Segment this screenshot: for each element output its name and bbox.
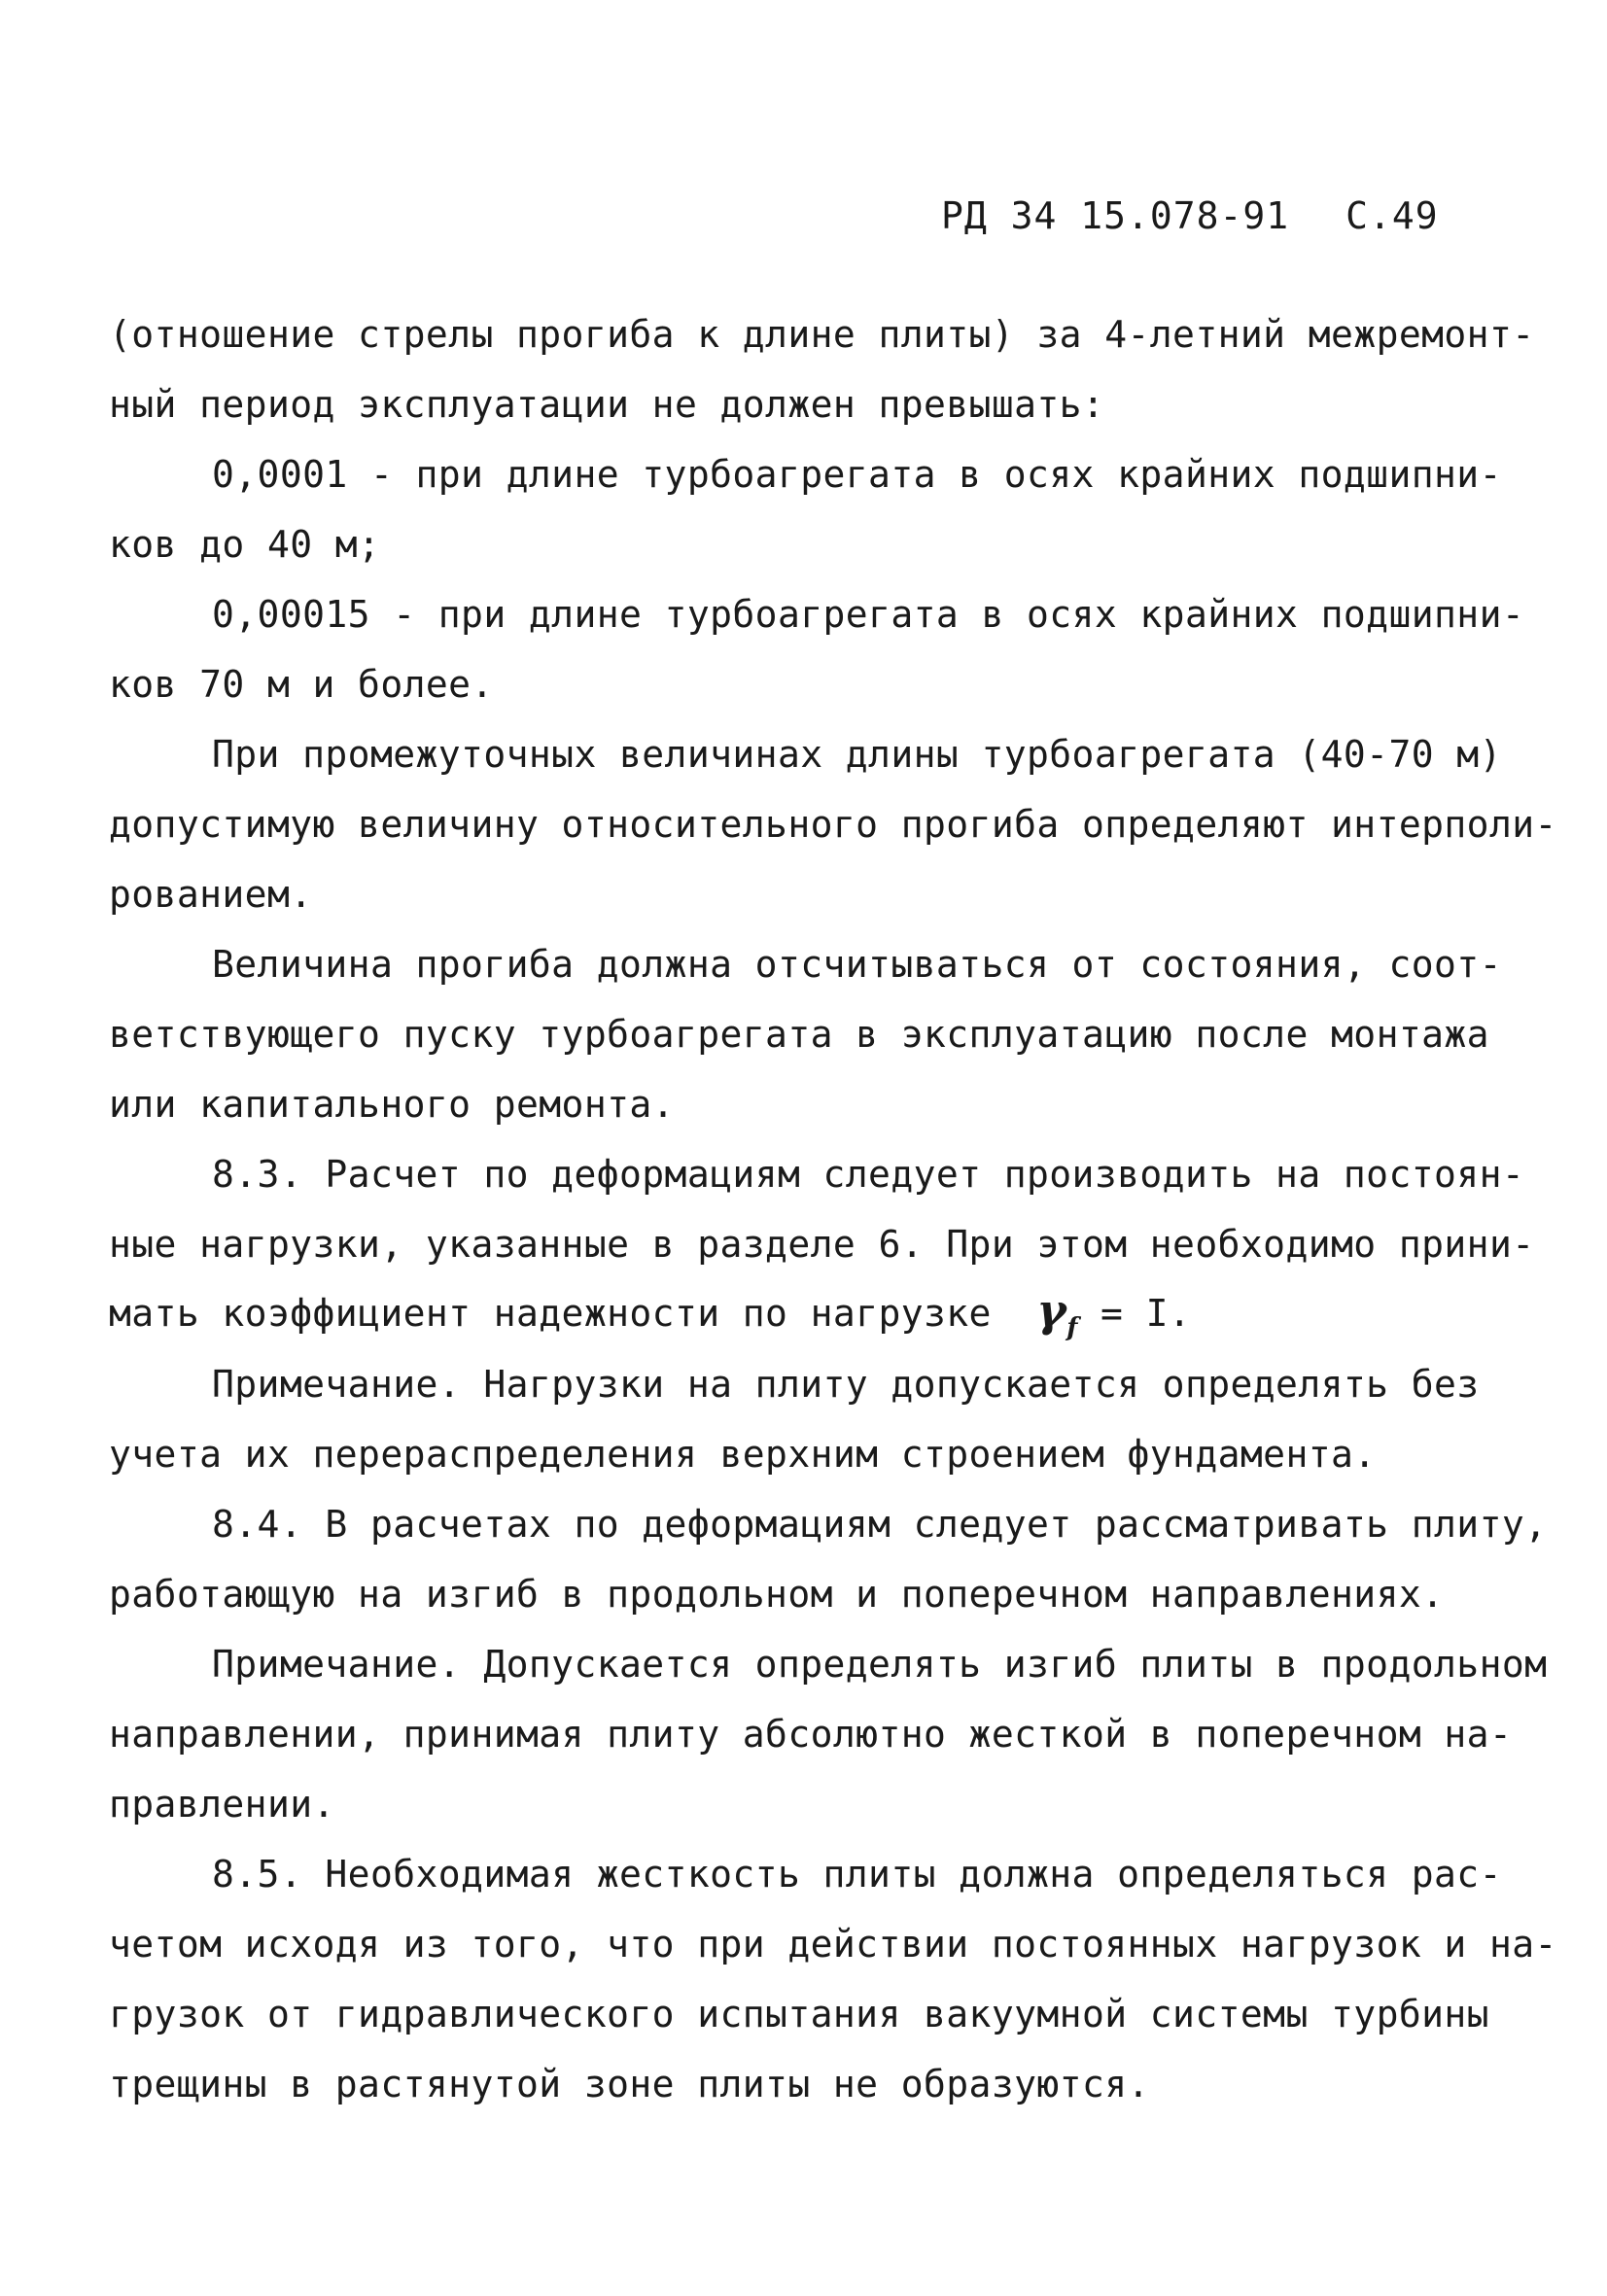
text-line: ные нагрузки, указанные в разделе 6. При этом необходимо прини- bbox=[109, 1223, 1535, 1266]
gamma-subscript: f bbox=[1066, 1313, 1078, 1343]
formula-line bbox=[109, 1284, 1499, 1349]
text-line: направлении, принимая плиту абсолютно жесткой в поперечном на- bbox=[109, 1713, 1513, 1756]
text-line: правлении. bbox=[109, 1783, 335, 1826]
text-line: мать коэффициент надежности по нагрузке bbox=[109, 1292, 992, 1335]
text-line: грузок от гидравлического испытания вакуумной системы турбины bbox=[109, 1993, 1489, 2035]
text-line: учета их перераспределения верхним строением фундамента. bbox=[109, 1433, 1377, 1476]
text-line: 8.3. Расчет по деформациям следует производить на постоян- bbox=[212, 1153, 1525, 1196]
page-number: С.49 bbox=[1345, 194, 1439, 237]
text-line: ветствующего пуску турбоагрегата в эксплуатацию после монтажа bbox=[109, 1013, 1489, 1056]
text-line: При промежуточных величинах длины турбоагрегата (40-70 м) bbox=[212, 733, 1502, 776]
text-line: 0,0001 - при длине турбоагрегата в осях крайних подшипни- bbox=[212, 453, 1502, 496]
text-line: ков 70 м и более. bbox=[109, 663, 494, 706]
formula-value: = I. bbox=[1077, 1292, 1192, 1335]
text-line: трещины в растянутой зоне плиты не образуются. bbox=[109, 2063, 1150, 2105]
text-line: ный период эксплуатации не должен превышать: bbox=[109, 383, 1105, 426]
text-line: рованием. bbox=[109, 873, 313, 916]
text-line: 0,00015 - при длине турбоагрегата в осях крайних подшипни- bbox=[212, 593, 1525, 636]
text-line: ков до 40 м; bbox=[109, 523, 381, 566]
text-line: Примечание. Нагрузки на плиту допускается определять без bbox=[212, 1363, 1480, 1406]
text-line: четом исходя из того, что при действии постоянных нагрузок и на- bbox=[109, 1923, 1557, 1966]
text-line: Примечание. Допускается определять изгиб плиты в продольном bbox=[212, 1643, 1548, 1686]
text-line: 8.4. В расчетах по деформациям следует рассматривать плиту, bbox=[212, 1503, 1548, 1546]
text-line: Величина прогиба должна отсчитываться от состояния, соот- bbox=[212, 943, 1502, 986]
document-code: РД 34 15.078-91 bbox=[941, 194, 1290, 237]
text-line: или капитального ремонта. bbox=[109, 1083, 675, 1126]
text-line: (отношение стрелы прогиба к длине плиты) за 4-летний межремонт- bbox=[109, 313, 1535, 356]
gamma-symbol: γ bbox=[1036, 1284, 1067, 1337]
page-header bbox=[941, 194, 1439, 237]
text-line: работающую на изгиб в продольном и поперечном направлениях. bbox=[109, 1573, 1445, 1616]
text-line: допустимую величину относительного прогиба определяют интерполи- bbox=[109, 803, 1557, 846]
text-line: 8.5. Необходимая жесткость плиты должна определяться рас- bbox=[212, 1853, 1502, 1896]
